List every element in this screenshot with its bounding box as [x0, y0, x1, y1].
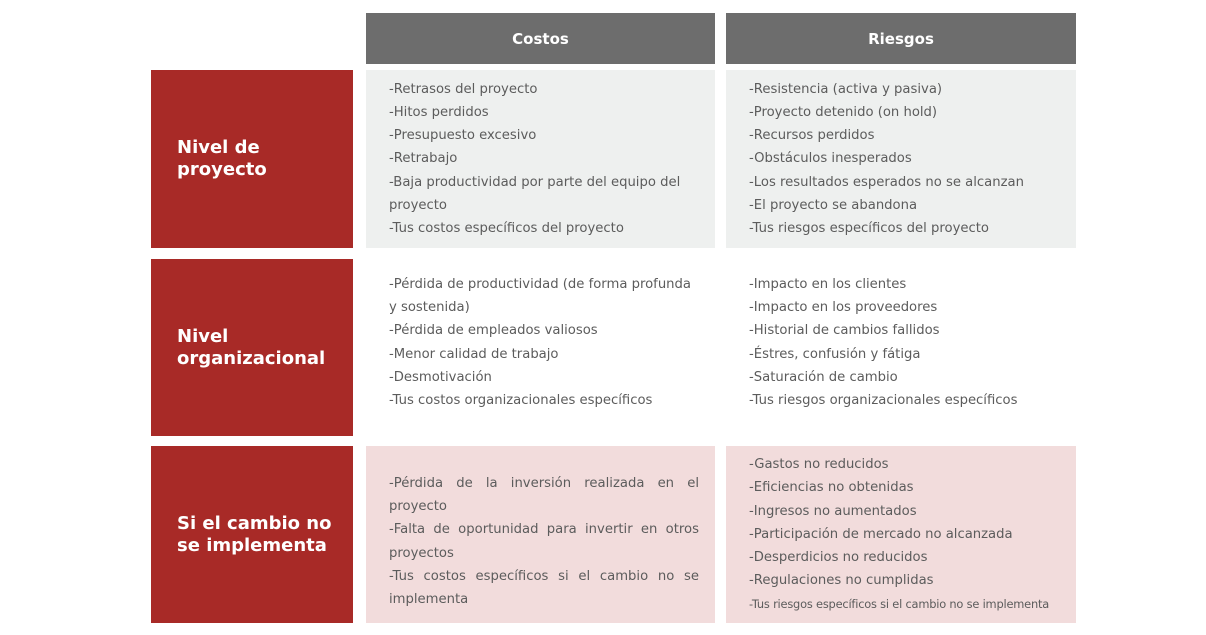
list-item: -Tus costos específicos del proyecto — [389, 221, 624, 236]
column-header-riesgos — [726, 13, 1076, 64]
cell-project-risks — [726, 70, 1076, 248]
project-risks-list — [749, 78, 1060, 240]
no-change-costs-list — [389, 472, 699, 611]
cell-no-change-risks — [726, 446, 1076, 623]
list-item: -Tus riesgos específicos del proyecto — [749, 221, 989, 236]
list-item: -Pérdida de la inversión realizada en el proyecto — [389, 476, 699, 515]
list-item: -Recursos perdidos — [749, 128, 875, 144]
list-item: -Desperdicios no reducidos — [749, 550, 928, 566]
row-label-line: se implementa — [177, 534, 327, 556]
list-item: -Falta de oportunidad para invertir en otros proyectos — [389, 522, 699, 561]
list-item: -Menor calidad de trabajo — [389, 346, 559, 362]
list-item: -Tus riesgos organizacionales específicos — [749, 393, 1018, 409]
organizational-risks-list — [749, 273, 1060, 412]
row-label-nivel-de-proyecto — [151, 70, 353, 248]
list-item: -Baja productividad por parte del equipo del proyecto — [389, 174, 681, 213]
list-item: -Resistencia (activa y pasiva) — [749, 81, 943, 97]
row-label-line: Nivel — [177, 325, 229, 347]
list-item: -Ingresos no aumentados — [749, 503, 917, 519]
list-item: -Retrasos del proyecto — [389, 81, 538, 97]
list-item: -Eficiencias no obtenidas — [749, 480, 914, 496]
column-header-costos-label: Costos — [512, 29, 569, 48]
project-costs-list — [389, 78, 699, 240]
list-item: -Tus riesgos específicos si el cambio no se implementa — [749, 596, 1050, 611]
row-label-line: proyecto — [177, 159, 267, 180]
row-label-line: Si el cambio no — [177, 512, 332, 534]
list-item: -Pérdida de productividad (de forma profunda y sostenida) — [389, 277, 691, 316]
list-item: -Desmotivación — [389, 369, 492, 385]
list-item: -Tus costos específicos si el cambio no se implementa — [389, 568, 699, 608]
list-item: -Retrabajo — [389, 151, 458, 167]
row-label-nivel-organizacional — [151, 259, 353, 436]
cell-organizational-costs — [366, 259, 715, 436]
list-item: -Éstres, confusión y fátiga — [749, 346, 921, 362]
list-item: -Proyecto detenido (on hold) — [749, 104, 938, 120]
list-item: -Hitos perdidos — [389, 104, 489, 120]
list-item: -Participación de mercado no alcanzada — [749, 526, 1013, 542]
cell-project-costs — [366, 70, 715, 248]
organizational-costs-list — [389, 273, 699, 412]
list-item: -Regulaciones no cumplidas — [749, 573, 934, 589]
list-item: -Historial de cambios fallidos — [749, 323, 940, 339]
row-label-si-el-cambio-no-se-implementa — [151, 446, 353, 623]
list-item: -Tus costos organizacionales específicos — [389, 393, 653, 409]
list-item: -Presupuesto excesivo — [389, 128, 537, 144]
cell-organizational-risks — [726, 259, 1076, 436]
column-header-costos — [366, 13, 715, 64]
no-change-risks-list — [749, 453, 1060, 615]
column-header-riesgos-label: Riesgos — [868, 29, 934, 48]
list-item: -Impacto en los clientes — [749, 277, 907, 292]
list-item: -El proyecto se abandona — [749, 197, 918, 213]
list-item: -Pérdida de empleados valiosos — [389, 323, 598, 339]
row-label-line: organizacional — [177, 347, 326, 369]
list-item: -Saturación de cambio — [749, 369, 898, 385]
list-item: -Impacto en los proveedores — [749, 300, 938, 316]
row-label-line: Nivel de — [177, 137, 260, 158]
cell-no-change-costs — [366, 446, 715, 623]
list-item: -Obstáculos inesperados — [749, 151, 912, 167]
list-item: -Los resultados esperados no se alcanzan — [749, 174, 1024, 190]
list-item: -Gastos no reducidos — [749, 457, 889, 473]
